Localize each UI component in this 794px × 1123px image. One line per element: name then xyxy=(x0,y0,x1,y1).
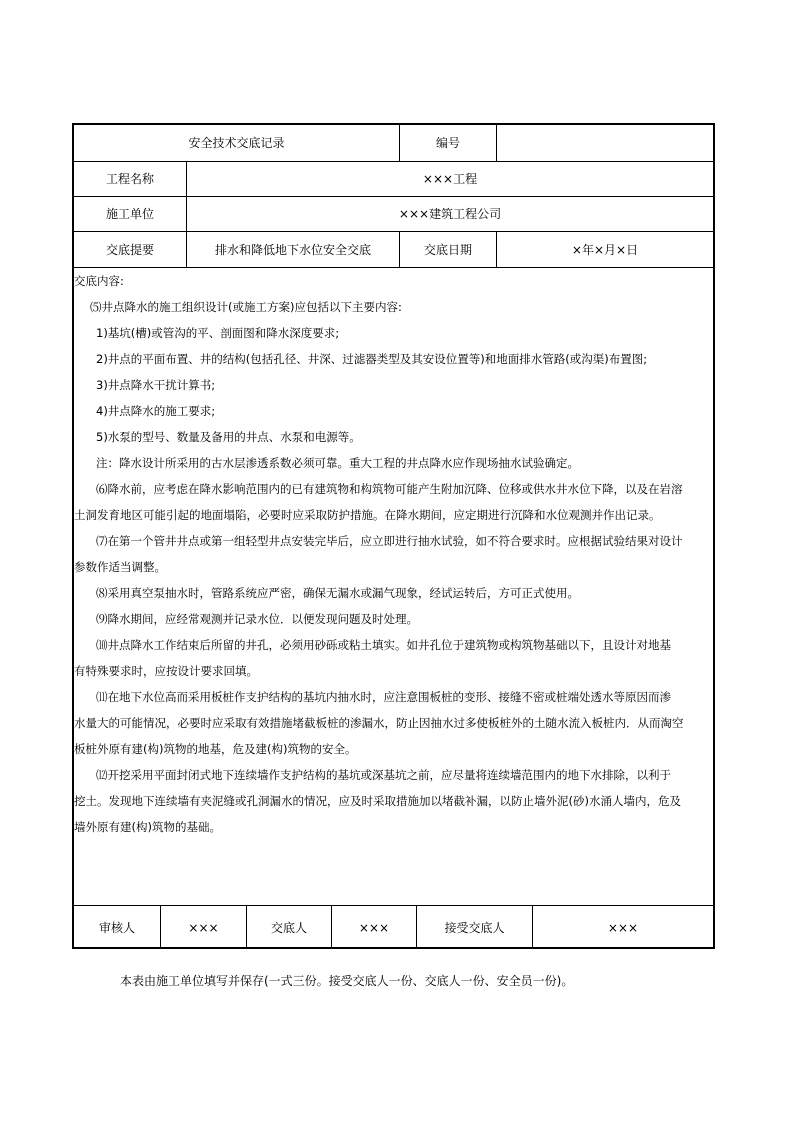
content-line: 3)井点降水干扰计算书; xyxy=(96,378,216,392)
row-divider xyxy=(74,267,713,268)
summary-value[interactable]: 排水和降低地下水位安全交底 xyxy=(214,242,371,257)
content-line: ⑼降水期间，应经常观测并记录水位．以便发现问题及时处理。 xyxy=(96,612,418,626)
content-line: ⑽井点降水工作结束后所留的井孔，必须用砂砾或粘土填实。如井孔位于建筑物或构筑物基础以下，且设计对地基 xyxy=(96,638,671,652)
content-line: ⑸井点降水的施工组织设计(或施工方案)应包括以下主要内容: xyxy=(90,300,402,314)
content-line: ⑻采用真空泵抽水时，管路系统应严密，确保无漏水或漏气现象，经试运转后，方可正式使用。 xyxy=(96,586,579,600)
content-line: ⑹降水前，应考虑在降水影响范围内的已有建筑物和构筑物可能产生附加沉降、位移或供水井水位下降，以及在岩溶 xyxy=(96,482,683,496)
number-label: 编号 xyxy=(435,136,460,150)
footer-note: 本表由施工单位填写并保存(一式三份。接受交底人一份、交底人一份、安全员一份)。 xyxy=(120,974,574,988)
date-value[interactable]: ×年×月×日 xyxy=(571,242,639,257)
construction-unit-value[interactable]: ×××建筑工程公司 xyxy=(398,207,502,221)
content-line: 有特殊要求时，应按设计要求回填。 xyxy=(74,664,258,678)
content-line: 参数作适当调整。 xyxy=(74,560,166,574)
discloser-value[interactable]: ××× xyxy=(358,920,390,935)
content-line: 土洞发育地区可能引起的地面塌陷，必要时应采取防护措施。在降水期间，应定期进行沉降和水位观测并作出记录。 xyxy=(74,508,661,522)
content-line: 墙外原有建(构)筑物的基础。 xyxy=(74,820,221,834)
content-line: 注：降水设计所采用的古水层渗透系数必须可靠。重大工程的井点降水应作现场抽水试验确定。 xyxy=(96,456,579,470)
content-line: ⑿开挖采用平面封闭式地下连续墙作支护结构的基坑或深基坑之前，应尽量将连续墙范围内的地下水排除，以利于 xyxy=(96,768,671,782)
construction-unit-label: 施工单位 xyxy=(105,207,154,221)
content-line: 5)水泵的型号、数量及备用的井点、水泵和电源等。 xyxy=(96,430,361,444)
disclosure-content xyxy=(74,269,713,905)
date-label: 交底日期 xyxy=(423,242,472,257)
content-line: 4)井点降水的施工要求; xyxy=(96,404,216,418)
disclosure-form xyxy=(72,123,715,949)
content-line: ⑾在地下水位高而采用板桩作支护结构的基坑内抽水时，应注意围板桩的变形、接缝不密或桩端处透水等原因而渗 xyxy=(96,690,671,704)
content-line: 2)井点的平面布置、井的结构(包括孔径、井深、过滤器类型及其安设位置等)和地面排水管路(或沟渠)布置图; xyxy=(96,352,648,366)
content-line: 挖土。发现地下连续墙有夹泥缝或孔洞漏水的情况，应及时采取措施加以堵截补漏，以防止墙外泥(砂)水涌人墙内，危及 xyxy=(74,794,681,808)
content-line: 1)基坑(槽)或管沟的平、剖面图和降水深度要求; xyxy=(96,326,340,340)
project-name-label: 工程名称 xyxy=(105,172,154,186)
content-line: 板桩外原有建(构)筑物的地基，危及建(构)筑物的安全。 xyxy=(74,742,357,756)
receiver-label: 接受交底人 xyxy=(444,920,505,935)
summary-label: 交底提要 xyxy=(105,242,154,257)
receiver-value[interactable]: ××× xyxy=(607,920,639,935)
discloser-label: 交底人 xyxy=(270,920,307,935)
reviewer-value[interactable]: ××× xyxy=(188,920,219,935)
content-line: ⑺在第一个管井井点或第一组轻型井点安装完毕后，应立即进行抽水试验，如不符合要求时。应根据试验结果对设计 xyxy=(96,534,683,548)
content-heading: 交底内容: xyxy=(74,274,124,288)
number-value[interactable] xyxy=(497,125,713,161)
content-line: 水量大的可能情况，必要时应采取有效措施堵截板桩的渗漏水，防止因抽水过多使板桩外的土随水流入板桩内．从而淘空 xyxy=(74,716,684,730)
form-title: 安全技术交底记录 xyxy=(188,136,285,150)
reviewer-label: 审核人 xyxy=(98,920,135,935)
project-name-value[interactable]: ×××工程 xyxy=(422,172,478,186)
